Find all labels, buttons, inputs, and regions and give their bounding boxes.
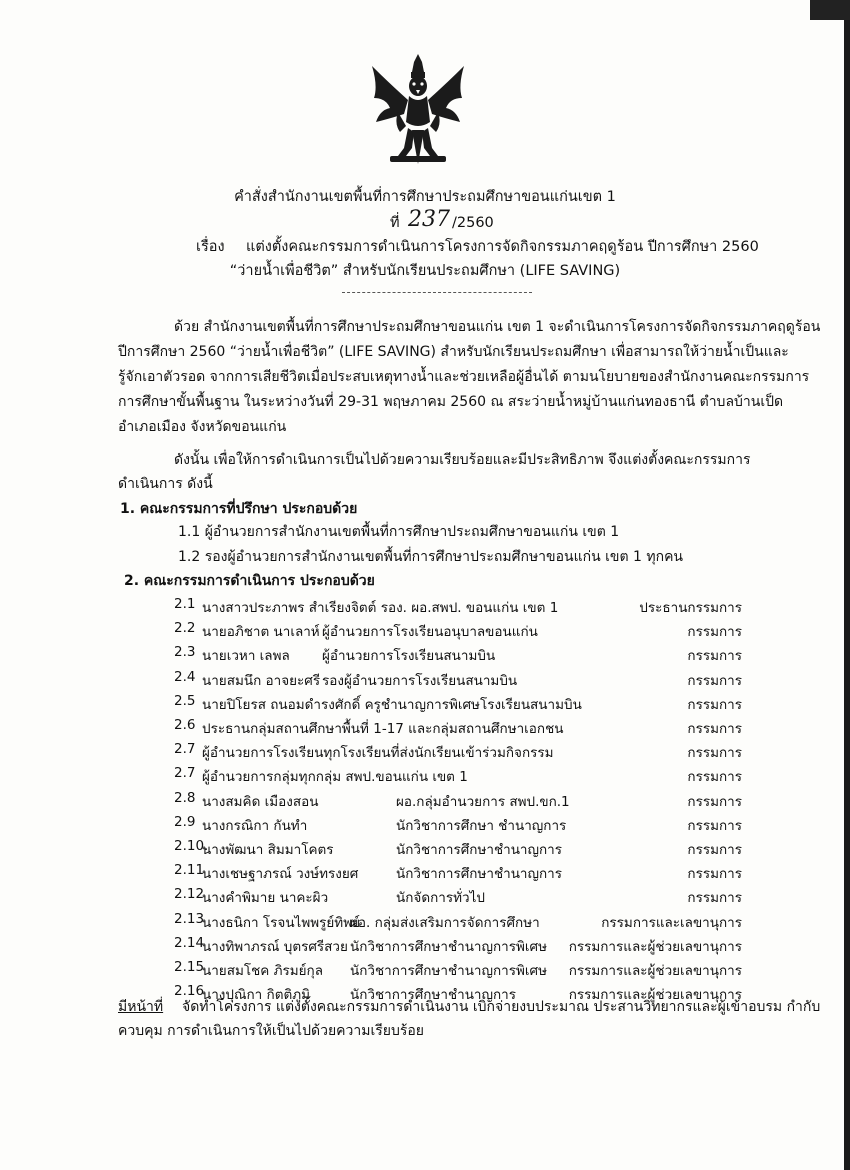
committee-row — [0, 669, 850, 687]
row-number: 2.13 — [174, 910, 205, 927]
row-number: 2.15 — [174, 959, 205, 975]
member-position: นักวิชาการศึกษา ชำนาญการ — [396, 817, 567, 834]
member-name: นายปิโยรส ถนอมดำรงศักดิ์ ครูชำนาญการพิเศษโรงเรียนสนามบิน — [202, 696, 582, 713]
para2-line: ดำเนินการ ดังนี้ — [118, 476, 213, 492]
committee-row — [0, 911, 850, 929]
committee-row — [0, 886, 850, 907]
committee-row — [0, 620, 850, 641]
member-name: นางสมคิด เมืองสอน — [202, 793, 319, 810]
row-number: 2.10. — [174, 838, 209, 854]
para1-line: ด้วย สำนักงานเขตพื้นที่การศึกษาประถมศึกษาขอนแก่น เขต 1 จะดำเนินการโครงการจัดกิจกรรมภาคฤดูร้อน — [174, 319, 821, 335]
para1-line: การศึกษาขั้นพื้นฐาน ในระหว่างวันที่ 29-31 พฤษภาคม 2560 ณ สระว่ายน้ำหมู่บ้านแก่นทองธานี ตำบลบ้านเป็ด — [118, 394, 784, 410]
member-position: ผู้อำนวยการโรงเรียนสนามบิน — [322, 648, 496, 665]
member-position: ผอ. กลุ่มส่งเสริมการจัดการศึกษา — [350, 914, 540, 931]
member-role: กรรมการ — [687, 842, 742, 858]
committee-row — [0, 596, 850, 614]
duty-label: มีหน้าที่ — [118, 999, 164, 1015]
agency-line: คำสั่งสำนักงานเขตพื้นที่การศึกษาประถมศึกษาขอนแก่นเขต 1 — [234, 189, 616, 205]
row-number: 2.3 — [174, 644, 196, 661]
garuda-emblem-icon — [368, 52, 468, 170]
para2-line: ดังนั้น เพื่อให้การดำเนินการเป็นไปด้วยความเรียบร้อยและมีประสิทธิภาพ จึงแต่งตั้งคณะกรรมการ — [174, 452, 751, 468]
row-number: 2.12 — [174, 886, 205, 903]
member-role: กรรมการ — [687, 672, 742, 689]
member-name: ผู้อำนวยการกลุ่มทุกกลุ่ม สพป.ขอนแก่น เขต 1 — [202, 769, 468, 786]
member-role: กรรมการ — [687, 721, 742, 737]
row-number: 2.8 — [174, 789, 196, 806]
member-role: กรรมการและผู้ช่วยเลขานุการ — [568, 987, 742, 1004]
para1-line: รู้จักเอาตัวรอด จากการเสียชีวิตเมื่อประสบเหตุทางน้ำและช่วยเหลือผู้อื่นได้ ตามนโยบายของสำนักงานคณะกรรมการ — [118, 369, 810, 385]
member-position: นักวิชาการศึกษาชำนาญการ — [350, 987, 517, 1004]
para1-line: อำเภอเมือง จังหวัดขอนแก่น — [118, 419, 287, 435]
row-number: 2.9 — [174, 813, 196, 830]
member-name: นายอภิชาต นาเลาห์ — [202, 624, 320, 641]
committee-row — [0, 717, 850, 735]
duty-line-1: จัดทำโครงการ แต่งตั้งคณะกรรมการดำเนินงาน เบิกจ่ายงบประมาณ ประสานวิทยากรและผู้เข้าอบรม กำกับ — [182, 999, 821, 1015]
row-number: 2.6 — [174, 717, 196, 733]
row-number: 2.4 — [174, 668, 196, 685]
row-number: 2.1 — [174, 596, 196, 612]
member-position: ผอ.กลุ่มอำนวยการ สพป.ขก.1 — [396, 793, 570, 810]
member-position: รองผู้อำนวยการโรงเรียนสนามบิน — [322, 672, 518, 689]
duty-line-2: ควบคุม การดำเนินการให้เป็นไปด้วยความเรียบร้อย — [118, 1023, 424, 1039]
committee-row — [0, 741, 850, 762]
member-name: นายเวหา เลพล — [202, 648, 290, 665]
divider — [342, 292, 532, 293]
member-name: นางพัฒนา สิมมาโคตร — [202, 842, 334, 858]
member-role: กรรมการและเลขานุการ — [601, 914, 742, 931]
committee-row — [0, 644, 850, 665]
member-position: นักวิชาการศึกษาชำนาญการพิเศษ — [350, 938, 547, 955]
member-name: นางคำพิมาย นาคะผิว — [202, 890, 329, 907]
committee-row — [0, 693, 850, 711]
member-name: ประธานกลุ่มสถานศึกษาพื้นที่ 1-17 และกลุ่มสถานศึกษาเอกชน — [202, 721, 564, 737]
member-role: กรรมการ — [687, 817, 742, 834]
member-position: นักวิชาการศึกษาชำนาญการ — [396, 842, 563, 858]
member-role: กรรมการ — [687, 648, 742, 665]
member-name: นางทิพาภรณ์ บุตรศรีสวย — [202, 938, 348, 955]
member-name: ผู้อำนวยการโรงเรียนทุกโรงเรียนที่ส่งนักเรียนเข้าร่วมกิจกรรม — [202, 745, 554, 762]
para1-line: ปีการศึกษา 2560 “ว่ายน้ำเพื่อชีวิต” (LIFE SAVING) สำหรับนักเรียนประถมศึกษา เพื่อสามารถให้ว่ายน้ำเป็นและ — [118, 344, 789, 360]
order-prefix: ที่ — [390, 215, 400, 231]
row-number: 2.16 — [174, 983, 205, 1000]
member-role: กรรมการ — [687, 696, 742, 713]
row-number: 2.7 — [174, 741, 196, 758]
member-name: นายสมนึก อาจยะศรี — [202, 672, 321, 689]
order-number: 237 — [408, 207, 450, 232]
member-role: กรรมการ — [687, 745, 742, 762]
committee-row — [0, 765, 850, 786]
member-role: กรรมการและผู้ช่วยเลขานุการ — [568, 938, 742, 955]
scan-corner — [810, 0, 850, 20]
member-role: กรรมการ — [687, 793, 742, 810]
committee-row — [0, 959, 850, 977]
member-role: กรรมการ — [687, 624, 742, 641]
row-number: 2.5 — [174, 692, 196, 709]
subject-line-1: แต่งตั้งคณะกรรมการดำเนินการโครงการจัดกิจกรรมภาคฤดูร้อน ปีการศึกษา 2560 — [246, 239, 759, 255]
row-number: 2.7 — [174, 765, 196, 782]
member-name: นายสมโชค ภิรมย์กุล — [202, 963, 323, 979]
committee-row — [0, 790, 850, 808]
member-role: กรรมการ — [687, 769, 742, 786]
member-name: นางธนิกา โรจนไพพรูย์ทิพย์ — [202, 914, 361, 931]
committee-row — [0, 814, 850, 832]
member-position: นักวิชาการศึกษาชำนาญการ — [396, 866, 563, 883]
section1-title: 1. คณะกรรมการที่ปรึกษา ประกอบด้วย — [120, 501, 358, 517]
member-name: นางปุณิกา กิตติภูมิ — [202, 987, 311, 1004]
member-name: นางสาวประภาพร สำเรียงจิตต์ รอง. ผอ.สพป. ขอนแก่น เขต 1 — [202, 600, 559, 616]
subject-line-2: “ว่ายน้ำเพื่อชีวิต” สำหรับนักเรียนประถมศึกษา (LIFE SAVING) — [229, 263, 621, 279]
member-position: นักจัดการทั่วไป — [396, 890, 485, 907]
member-role: กรรมการ — [687, 866, 742, 883]
row-number: 2.14 — [174, 934, 205, 951]
member-position: ผู้อำนวยการโรงเรียนอนุบาลขอนแก่น — [322, 624, 538, 641]
row-number: 2.11 — [174, 862, 205, 879]
committee-row — [0, 838, 850, 856]
section1-item: 1.1 ผู้อำนวยการสำนักงานเขตพื้นที่การศึกษาประถมศึกษาขอนแก่น เขต 1 — [178, 524, 620, 540]
committee-row — [0, 935, 850, 953]
member-role: กรรมการ — [687, 890, 742, 907]
committee-row — [0, 862, 850, 883]
order-year: /2560 — [452, 215, 494, 231]
section2-title: 2. คณะกรรมการดำเนินการ ประกอบด้วย — [124, 573, 375, 589]
member-name: นางกรณิกา กันทำ — [202, 817, 308, 834]
member-role: กรรมการและผู้ช่วยเลขานุการ — [568, 963, 742, 979]
row-number: 2.2 — [174, 620, 196, 637]
member-role: ประธานกรรมการ — [639, 600, 742, 616]
member-name: นางเชษฐาภรณ์ วงษ์ทรงยศ — [202, 866, 359, 883]
section1-item: 1.2 รองผู้อำนวยการสำนักงานเขตพื้นที่การศึกษาประถมศึกษาขอนแก่น เขต 1 ทุกคน — [178, 549, 683, 565]
member-position: นักวิชาการศึกษาชำนาญการพิเศษ — [350, 963, 547, 979]
subject-label: เรื่อง — [196, 239, 225, 255]
